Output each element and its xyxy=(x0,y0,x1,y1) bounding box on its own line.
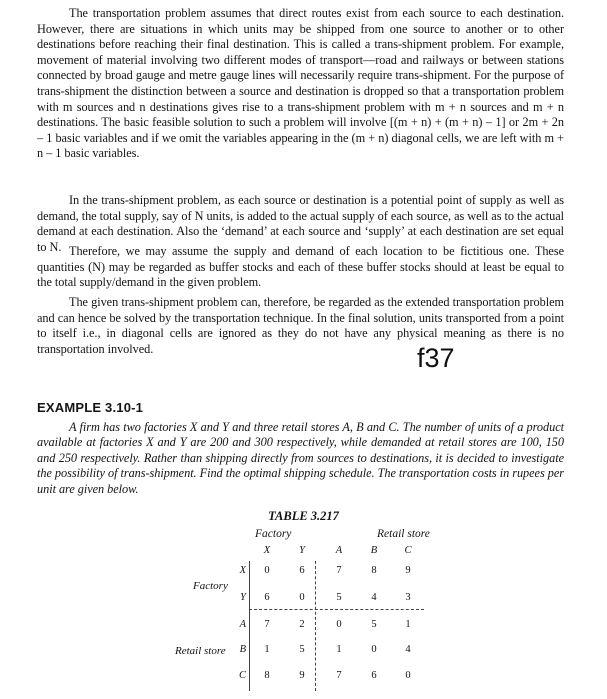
table-left-border xyxy=(249,561,250,691)
table-cell: 3 xyxy=(405,592,411,603)
column-group-retail-store: Retail store xyxy=(377,528,430,540)
row-label: X xyxy=(239,565,246,576)
table-cell: 1 xyxy=(264,644,270,655)
column-header: Y xyxy=(299,545,305,556)
table-cell: 0 xyxy=(371,644,377,655)
paragraph-extended-problem: The given trans-shipment problem can, therefore, be regarded as the extended transportation problem and can hence be solved by the transportation technique. In the final solution, units transported from a point to itself i.e., in diagonal cells are ignored as they do not have any physical meaning as there is no transportation involved. xyxy=(37,295,564,356)
column-header: C xyxy=(404,545,412,556)
table-caption: TABLE 3.217 xyxy=(268,509,339,523)
table-cell: 0 xyxy=(299,592,305,603)
table-cell: 9 xyxy=(405,565,411,576)
table-cell: 1 xyxy=(336,644,342,655)
row-group-factory: Factory xyxy=(193,580,228,592)
column-header: A xyxy=(335,545,343,556)
table-cell: 6 xyxy=(299,565,305,576)
row-label: B xyxy=(239,644,246,655)
row-label: Y xyxy=(240,592,246,603)
table-cell: 0 xyxy=(405,670,411,681)
table-cell: 5 xyxy=(336,592,342,603)
column-header: B xyxy=(370,545,378,556)
table-cell: 8 xyxy=(371,565,377,576)
table-cell: 4 xyxy=(371,592,377,603)
table-cell: 5 xyxy=(371,619,377,630)
paragraph-buffer-stocks: Therefore, we may assume the supply and demand of each location to be fictitious one. These quantities (N) may be regarded as buffer stocks and each of these buffer stocks should at least be equal to the total supply/demand in the given problem. xyxy=(37,244,564,290)
table-cell: 1 xyxy=(405,619,411,630)
example-heading: EXAMPLE 3.10-1 xyxy=(37,400,144,415)
table-cell: 0 xyxy=(336,619,342,630)
table-cell: 0 xyxy=(264,565,270,576)
row-label: A xyxy=(239,619,246,630)
table-cell: 7 xyxy=(264,619,270,630)
table-cell: 6 xyxy=(264,592,270,603)
table-cell: 2 xyxy=(299,619,305,630)
paragraph-supply-demand: In the trans-shipment problem, as each source or destination is a potential point of supply as well as demand, the total supply, say of N units, is added to the actual supply of each source, as well as to the actual demand at each destination. Also the ‘demand’ at each source and ‘supply’ at each destination are set equal to N. xyxy=(37,193,564,254)
table-group-divider xyxy=(249,609,424,610)
table-cell: 4 xyxy=(405,644,411,655)
table-group-divider xyxy=(315,561,316,691)
table-cell: 9 xyxy=(299,670,305,681)
table-cell: 7 xyxy=(336,565,342,576)
row-group-retail-store: Retail store xyxy=(175,645,226,657)
table-cell: 8 xyxy=(264,670,270,681)
example-text: A firm has two factories X and Y and three retail stores A, B and C. The number of units of a product available at factories X and Y are 200 and 300 respectively, while demanded at retail stores are 100, 150 and 250 respectively. Rather than shipping directly from sources to destinations, it is decided to investigate the possibility of trans-shipment. Find the optimal shipping schedule. The transportation costs in rupees per unit are given below. xyxy=(37,420,564,496)
table-cell: 5 xyxy=(299,644,305,655)
table-cell: 7 xyxy=(336,670,342,681)
column-group-factory: Factory xyxy=(255,528,292,540)
paragraph-transshipment-intro: The transportation problem assumes that direct routes exist from each source to each destination. However, there are situations in which units may be shipped from one source to another or to other destinations before reaching their final destination. This is called a trans-shipment problem. For example, movement of material involving two different modes of transport—road and railways or between stations connected by broad gauge and metre gauge lines will necessarily require trans-shipment. For the purpose of trans-shipment the distinction between a source and destination is dropped so that a transportation problem with m sources and n destinations gives rise to a trans-shipment problem with m + n sources and m + n destinations. The basic feasible solution to such a problem will involve [(m + n) + (m + n) – 1] or 2m + 2n – 1 basic variables and if we omit the variables appearing in the (m + n) diagonal cells, we are left with m + n – 1 basic variables. xyxy=(37,6,564,161)
column-header: X xyxy=(263,545,271,556)
page-mark: f37 xyxy=(417,343,455,373)
table-cell: 6 xyxy=(371,670,377,681)
row-label: C xyxy=(238,670,246,681)
